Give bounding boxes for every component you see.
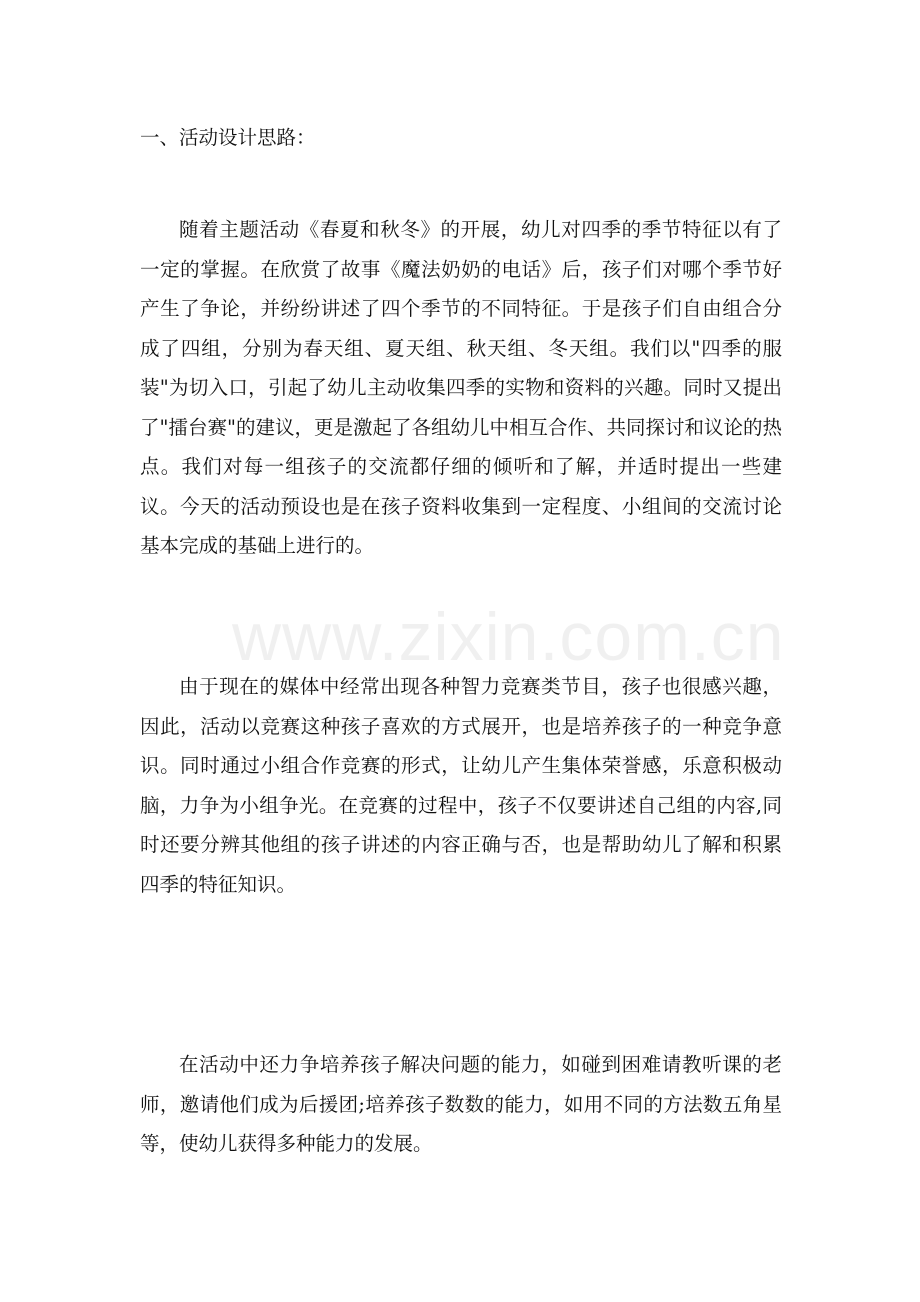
watermark-text: www.zixin.com.cn: [232, 599, 785, 675]
paragraph-3: 在活动中还力争培养孩子解决问题的能力，如碰到困难请教听课的老师，邀请他们成为后援团;培养孩子数数的能力，如用不同的方法数五角星等，使幼儿获得多种能力的发展。: [140, 1053, 782, 1155]
paragraph-1: 随着主题活动《春夏和秋冬》的开展，幼儿对四季的季节特征以有了一定的掌握。在欣赏了故事《魔法奶奶的电话》后，孩子们对哪个季节好产生了争论，并纷纷讲述了四个季节的不同特征。于是孩子们自由组合分成了四组，分别为春天组、夏天组、秋天组、冬天组。我们以"四季的服装"为切入口，引起了幼儿主动收集四季的实物和资料的兴趣。同时又提出了"擂台赛"的建议，更是激起了各组幼儿中相互合作、共同探讨和议论的热点。我们对每一组孩子的交流都仔细的倾听和了解，并适时提出一些建议。今天的活动预设也是在孩子资料收集到一定程度、小组间的交流讨论基本完成的基础上进行的。: [140, 218, 782, 557]
paragraph-2: 由于现在的媒体中经常出现各种智力竞赛类节目，孩子也很感兴趣，因此，活动以竞赛这种孩子喜欢的方式展开，也是培养孩子的一种竞争意识。同时通过小组合作竞赛的形式，让幼儿产生集体荣誉感，乐意积极动脑，力争为小组争光。在竞赛的过程中，孩子不仅要讲述自己组的内容,同时还要分辨其他组的孩子讲述的内容正确与否，也是帮助幼儿了解和积累四季的特征知识。: [140, 675, 782, 896]
section-heading: 一、活动设计思路：: [140, 126, 316, 149]
